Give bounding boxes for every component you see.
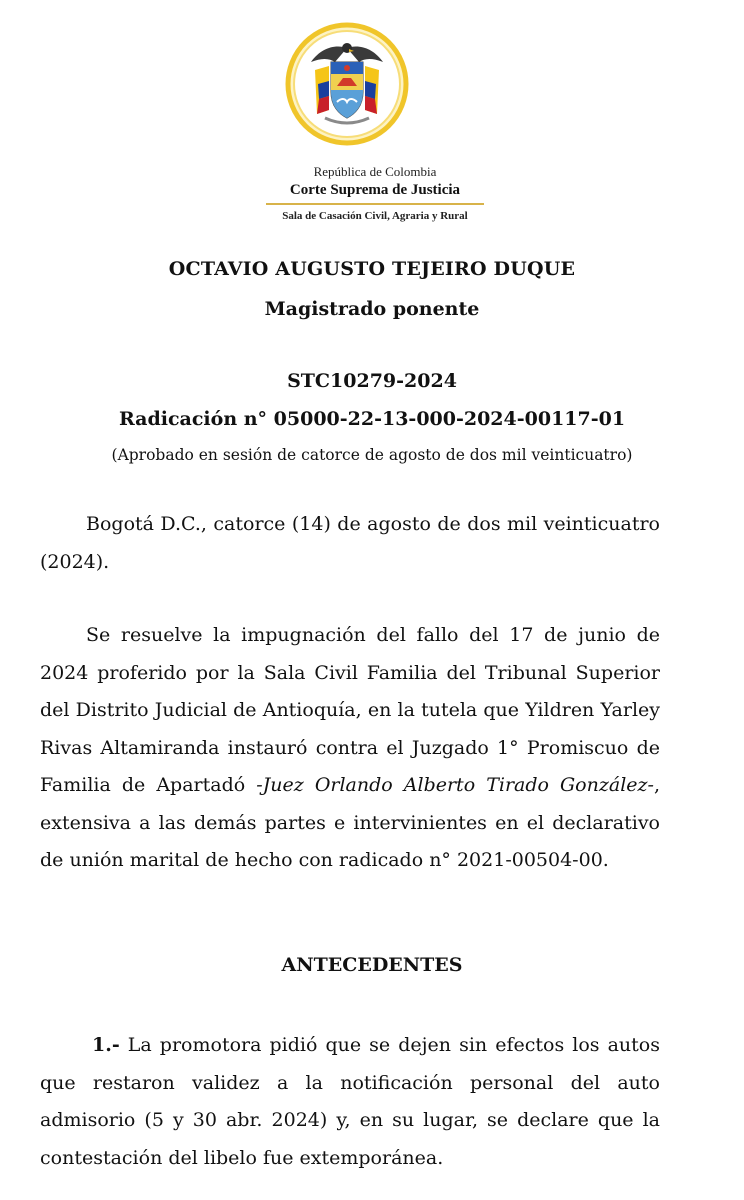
chamber-name: Sala de Casación Civil, Agraria y Rural (282, 210, 468, 222)
court-emblem (285, 22, 409, 146)
section-heading: ANTECEDENTES (281, 954, 463, 976)
resolution-paragraph (40, 617, 660, 880)
header-divider (266, 203, 484, 205)
approval-note: (Aprobado en sesión de catorce de agosto de dos mil veinticuatro) (111, 446, 633, 464)
institution-block (260, 164, 490, 223)
republic-name: República de Colombia (313, 164, 437, 179)
resolution-intro: Se resuelve la impugnación del fallo del 17 de junio de 2024 proferido por la Sala Civil Familia del Tribunal Superior del Distrito Judicial de Antioquía, en la tutela que Yildren Yarley Rivas Altamiranda instauró contra el Juzgado 1° Promiscuo de Familia de Apartadó (40, 624, 660, 796)
case-number: STC10279-2024 (287, 370, 457, 392)
court-name: Corte Suprema de Justicia (289, 182, 461, 198)
item-number: 1.- (92, 1034, 120, 1056)
date-paragraph: Bogotá D.C., catorce (14) de agosto de dos mil veinticuatro (2024). (40, 513, 660, 573)
item-text: La promotora pidió que se dejen sin efectos los autos que restaron validez a la notificación personal del auto admisorio (5 y 30 abr. 2024) y, en su lugar, se declare que la contestación del libelo fue extemporánea. (40, 1034, 660, 1169)
radication-number: Radicación n° 05000-22-13-000-2024-00117-01 (118, 408, 626, 430)
magistrate-role: Magistrado ponente (264, 298, 480, 320)
resolution-rest: , extensiva a las demás partes e intervinientes en el declarativo de unión marital de hecho con radicado n° 2021-00504-00. (40, 774, 660, 871)
judge-name: -Juez Orlando Alberto Tirado González- (256, 774, 654, 796)
magistrate-name: OCTAVIO AUGUSTO TEJEIRO DUQUE (168, 258, 576, 280)
antecedent-item (40, 1027, 660, 1177)
colombia-coat-of-arms-icon (285, 22, 409, 146)
